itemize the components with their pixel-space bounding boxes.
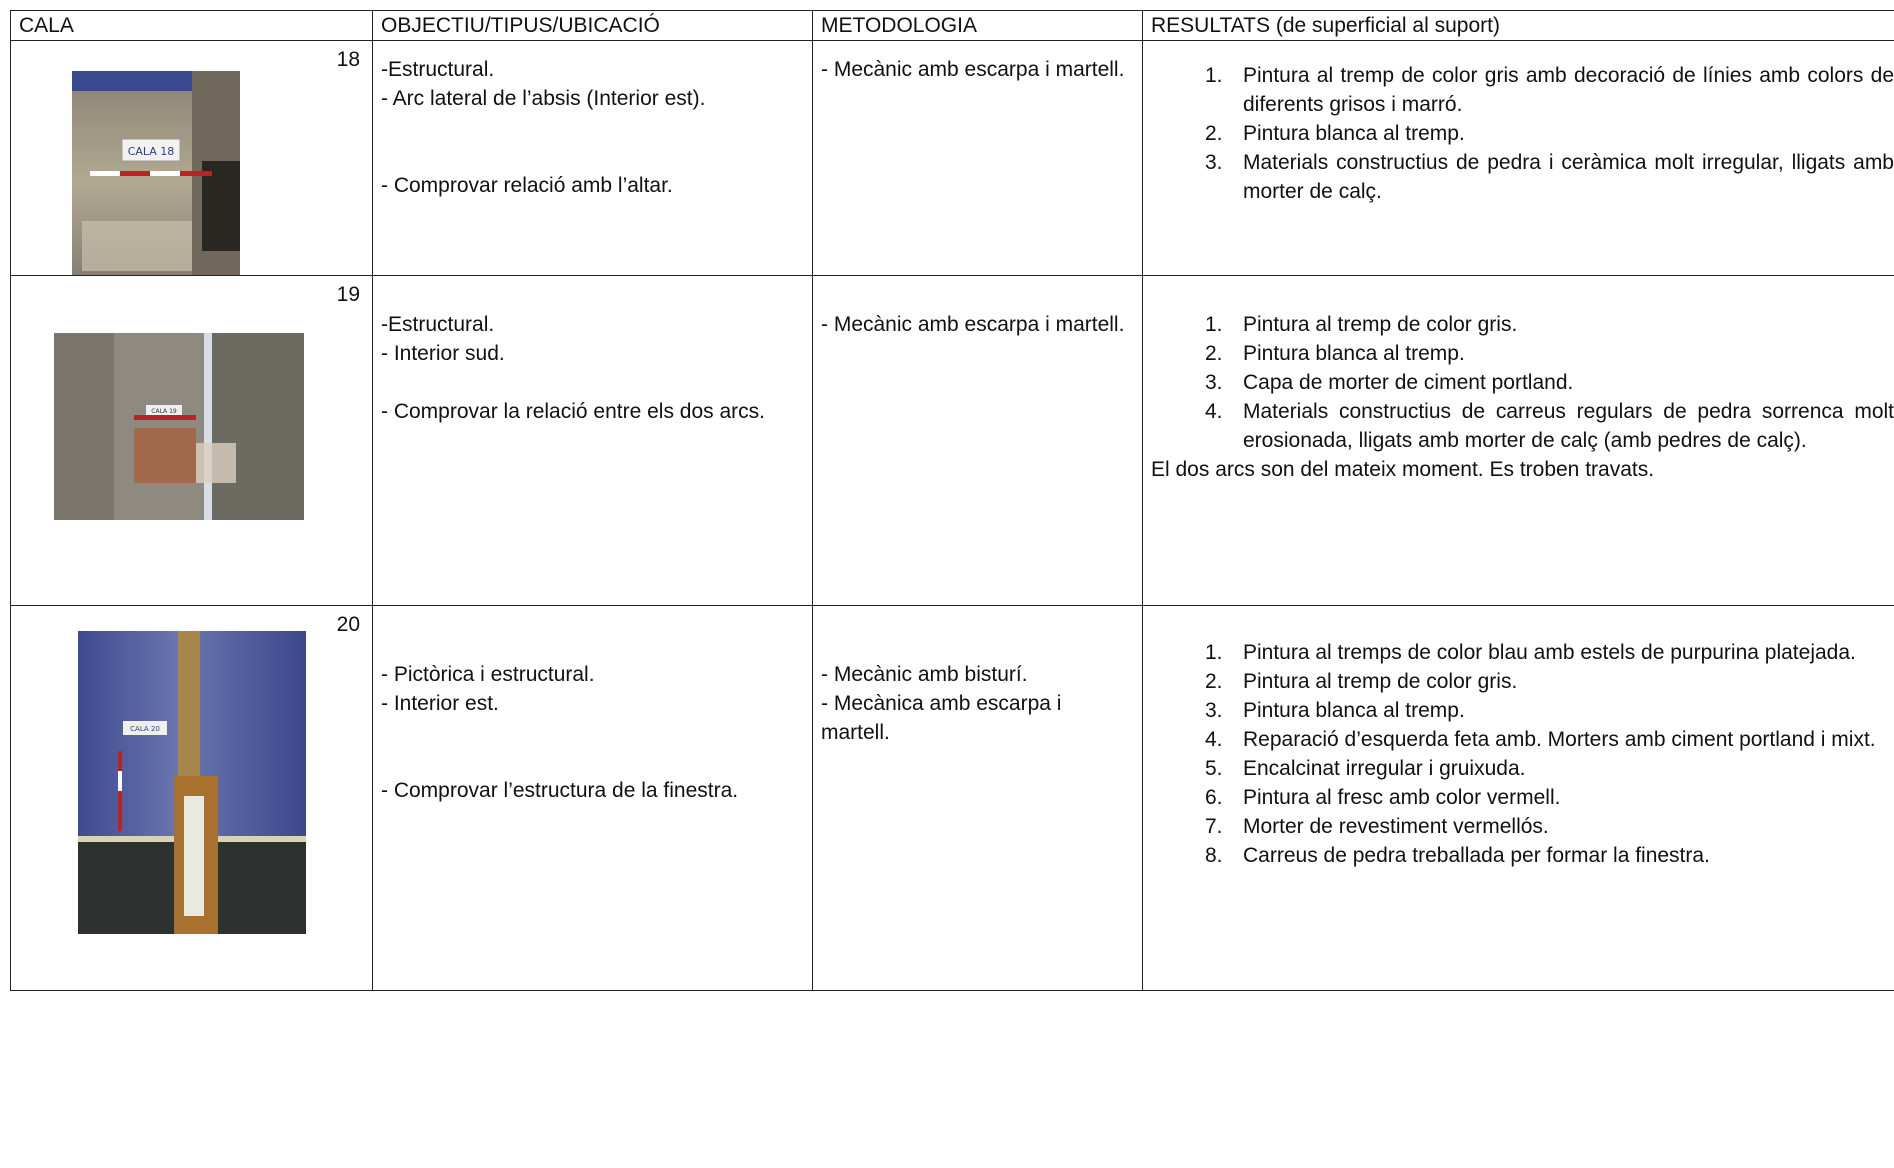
objectiu-line: - Pictòrica i estructural. xyxy=(381,663,595,686)
list-item: 1. Pintura al tremps de color blau amb estels de purpurina platejada. xyxy=(1205,641,1856,664)
metodologia-cell xyxy=(813,276,1143,606)
list-item: 4. Reparació d’esquerda feta amb. Morters amb ciment portland i mixt. xyxy=(1205,728,1876,751)
metodologia-line: - Mecànic amb escarpa i martell. xyxy=(821,313,1125,336)
objectiu-line: - Interior sud. xyxy=(381,342,505,365)
objectiu-line: - Comprovar l’estructura de la finestra. xyxy=(381,779,739,802)
table-row xyxy=(11,276,1894,606)
objectiu-line: - Comprovar relació amb l’altar. xyxy=(381,174,673,197)
metodologia-cell xyxy=(813,606,1143,991)
resultats-list xyxy=(1151,638,1894,870)
list-item: 3. Materials constructius de pedra i ceràmica molt irregular, lligats amb morter de calç. xyxy=(1205,151,1894,203)
resultats-list xyxy=(1151,61,1894,206)
cala-number: 19 xyxy=(336,283,360,306)
resultats-cell xyxy=(1143,606,1894,991)
list-item: 2. Pintura al tremp de color gris. xyxy=(1205,670,1518,693)
list-item: 8. Carreus de pedra treballada per formar la finestra. xyxy=(1205,844,1710,867)
resultats-cell xyxy=(1143,276,1894,606)
list-item: 4. Materials constructius de carreus regulars de pedra sorrenca molt erosionada, lligats amb morter de calç (amb pedres de calç). xyxy=(1205,400,1894,452)
list-item: 2. Pintura blanca al tremp. xyxy=(1205,122,1465,145)
cala-cell xyxy=(11,41,373,276)
header-cala: CALA xyxy=(11,11,373,41)
list-item: 7. Morter de revestiment vermellós. xyxy=(1205,815,1549,838)
cala-number: 18 xyxy=(336,48,360,71)
list-item: 3. Pintura blanca al tremp. xyxy=(1205,699,1465,722)
cala-photo xyxy=(54,333,304,520)
list-item: 1. Pintura al tremp de color gris amb decoració de línies amb colors de diferents grisos i marró. xyxy=(1205,64,1894,116)
objectiu-line: - Comprovar la relació entre els dos arcs. xyxy=(381,400,765,423)
list-item: 2. Pintura blanca al tremp. xyxy=(1205,342,1465,365)
objectiu-cell xyxy=(373,41,813,276)
cala-number: 20 xyxy=(336,613,360,636)
objectiu-line: -Estructural. xyxy=(381,313,495,336)
header-row xyxy=(11,11,1894,41)
table-row xyxy=(11,606,1894,991)
cala-photo xyxy=(78,631,306,934)
objectiu-cell xyxy=(373,606,813,991)
list-item: 6. Pintura al fresc amb color vermell. xyxy=(1205,786,1561,809)
metodologia-cell xyxy=(813,41,1143,276)
list-item: 1. Pintura al tremp de color gris. xyxy=(1205,313,1518,336)
header-resultats: RESULTATS (de superficial al suport) xyxy=(1143,11,1894,41)
metodologia-line: - Mecànica amb escarpa i martell. xyxy=(821,692,1062,744)
cala-cell xyxy=(11,606,373,991)
cala-photo-label: CALA 19 xyxy=(151,408,177,415)
metodologia-line: - Mecànic amb bisturí. xyxy=(821,663,1028,686)
objectiu-line: -Estructural. xyxy=(381,58,495,81)
resultats-list xyxy=(1151,310,1894,455)
cala-cell xyxy=(11,276,373,606)
cala-photo xyxy=(72,71,240,276)
objectiu-line: - Arc lateral de l’absis (Interior est). xyxy=(381,87,706,110)
resultats-note: El dos arcs son del mateix moment. Es troben travats. xyxy=(1151,458,1655,481)
metodologia-line: - Mecànic amb escarpa i martell. xyxy=(821,58,1125,81)
header-metodologia: METODOLOGIA xyxy=(813,11,1143,41)
table-row xyxy=(11,41,1894,276)
cala-photo-label: CALA 20 xyxy=(130,725,160,733)
cala-photo-label: CALA 18 xyxy=(127,145,175,158)
objectiu-line: - Interior est. xyxy=(381,692,499,715)
header-objectiu: OBJECTIU/TIPUS/UBICACIÓ xyxy=(373,11,813,41)
list-item: 3. Capa de morter de ciment portland. xyxy=(1205,371,1574,394)
list-item: 5. Encalcinat irregular i gruixuda. xyxy=(1205,757,1526,780)
objectiu-cell xyxy=(373,276,813,606)
resultats-cell xyxy=(1143,41,1894,276)
calas-table xyxy=(10,10,1894,991)
